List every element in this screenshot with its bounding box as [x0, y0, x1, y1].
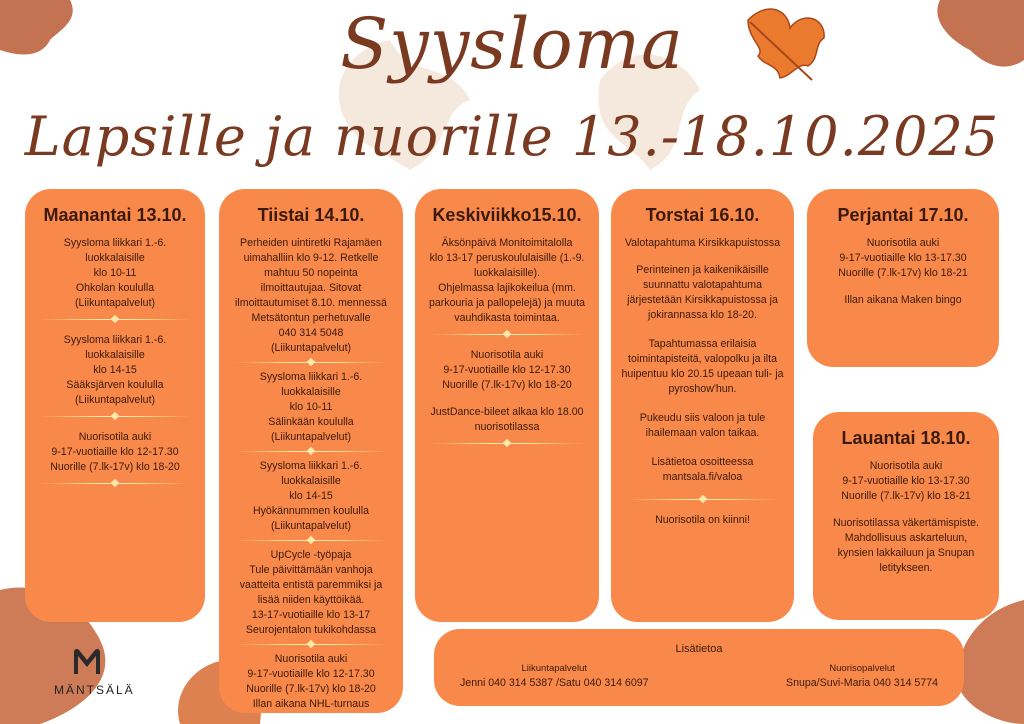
event-paragraph — [621, 337, 784, 397]
event-line: Syysloma liikkari 1.-6. — [259, 371, 363, 383]
event-line: Sälinkään koululla — [268, 416, 354, 428]
day-heading: Perjantai 17.10. — [837, 205, 969, 225]
mantsala-logo-icon — [71, 648, 103, 676]
info-column-youth — [786, 661, 938, 691]
event-line: järjestetään Kirsikkapuistossa ja — [627, 294, 778, 306]
event-line: luokkalaisille — [281, 386, 341, 398]
day-heading: Lauantai 18.10. — [841, 428, 971, 448]
day-heading: Keskiviikko15.10. — [432, 205, 582, 225]
event-line: uimahalliin klo 9-12. Retkelle — [243, 252, 379, 264]
event-line: klo 10-11 — [93, 267, 137, 279]
divider — [235, 536, 387, 546]
event-line: Nuorisotila auki — [78, 431, 152, 443]
event-block — [219, 236, 403, 356]
event-line: Nuorisotila auki — [869, 460, 943, 472]
event-block — [219, 548, 403, 638]
event-line: Seurojentalon tukikohdassa — [245, 624, 377, 636]
day-heading: Tiistai 14.10. — [257, 205, 365, 225]
card-friday — [807, 189, 999, 367]
event-line: Illan aikana NHL-turnaus — [252, 698, 370, 710]
event-line: (Liikuntapalvelut) — [270, 520, 352, 532]
event-line: pyroshow'hun. — [668, 383, 737, 395]
event-line: Hyökännummen koululla — [252, 505, 369, 517]
card-saturday — [813, 412, 999, 620]
event-line: Tule päivittämään vanhoja — [249, 564, 373, 576]
event-line: Lisätietoa osoitteessa — [651, 456, 754, 468]
divider — [627, 495, 778, 505]
info-contact: Jenni 040 314 5387 /Satu 040 314 6097 — [460, 677, 649, 689]
divider — [235, 358, 387, 368]
info-contact: Snupa/Suvi-Maria 040 314 5774 — [786, 677, 938, 689]
event-block — [25, 430, 205, 475]
event-line: (Liikuntapalvelut) — [74, 394, 156, 406]
event-block — [415, 405, 599, 435]
divider — [235, 640, 387, 650]
event-line: 9-17-vuotiaille klo 13-17.30 — [842, 475, 970, 487]
event-line: jokirannassa klo 18-20. — [648, 309, 757, 321]
event-line: ihailemaan valon taikaa. — [645, 427, 760, 439]
info-column-sports — [460, 661, 649, 691]
info-label: Nuorisopalvelut — [829, 663, 895, 674]
event-block — [611, 236, 794, 485]
card-monday — [25, 189, 205, 622]
event-block — [807, 236, 999, 308]
event-line: Ohjelmassa lajikokeilua (mm. — [438, 282, 576, 294]
page-title: Syysloma — [340, 3, 684, 85]
event-line: UpCycle -työpaja — [270, 549, 352, 561]
divider — [235, 447, 387, 457]
event-line: Syysloma liikkari 1.-6. — [63, 237, 167, 249]
event-line: parkouria ja pallopelejä) ja muuta — [428, 297, 586, 309]
event-line: Nuorisotila auki — [866, 237, 940, 249]
event-block — [25, 333, 205, 408]
event-line: 13-17-vuotiaille klo 13-17 — [251, 609, 371, 621]
event-line: suunnattu valotapahtuma — [643, 279, 762, 291]
event-line: Syysloma liikkari 1.-6. — [63, 334, 167, 346]
event-line: 040 314 5048 — [278, 327, 344, 339]
event-line: letitykseen. — [879, 562, 933, 574]
event-line: Äksönpäivä Monitoimitalolla — [441, 237, 573, 249]
info-box — [434, 629, 964, 706]
event-paragraph — [621, 263, 784, 323]
event-line: Mahdollisuus askarteluun, — [844, 532, 968, 544]
event-line: Nuorille (7.lk-17v) klo 18-20 — [246, 683, 376, 695]
event-block — [415, 348, 599, 393]
event-line: mahtuu 50 nopeinta — [264, 267, 358, 279]
event-line: Perheiden uintiretki Rajamäen — [240, 237, 382, 249]
event-line: nuorisotilassa — [474, 421, 540, 433]
event-line: JustDance-bileet alkaa klo 18.00 — [430, 406, 584, 418]
card-thursday — [611, 189, 794, 622]
event-line: Tapahtumassa erilaisia — [648, 338, 757, 350]
event-line: Nuorille (7.lk-17v) klo 18-21 — [838, 267, 968, 279]
event-line: mantsala.fi/valoa — [662, 471, 743, 483]
event-line: Nuorisotila on kiinni! — [655, 514, 750, 526]
event-line: Metsätontun perhetuvalle — [251, 312, 371, 324]
event-block — [219, 652, 403, 712]
event-block — [219, 459, 403, 534]
event-paragraph — [621, 455, 784, 485]
event-line: Ohkolan koululla — [75, 282, 155, 294]
event-line: Nuorille (7.lk-17v) klo 18-20 — [442, 379, 572, 391]
event-paragraph — [621, 411, 784, 441]
event-line: kynsien lakkailuun ja Snupan — [837, 547, 975, 559]
event-line: Nuorille (7.lk-17v) klo 18-20 — [50, 461, 180, 473]
event-line: vauhdikasta toimintaa. — [454, 312, 560, 324]
logo-text: MÄNTSÄLÄ — [54, 683, 135, 697]
event-line: vaatteita entistä paremmiksi ja — [239, 579, 383, 591]
event-line: (Liikuntapalvelut) — [270, 431, 352, 443]
event-line: 9-17-vuotiaille klo 12-17.30 — [51, 446, 179, 458]
event-block — [415, 236, 599, 326]
event-line: toimintapisteitä, valopolku ja ilta — [628, 353, 777, 365]
info-columns — [434, 655, 964, 691]
logo — [54, 648, 135, 697]
card-wednesday — [415, 189, 599, 622]
event-line: 9-17-vuotiaille klo 12-17.30 — [247, 668, 375, 680]
event-line: Illan aikana Maken bingo — [844, 294, 962, 306]
divider — [41, 412, 189, 422]
event-block — [25, 236, 205, 311]
divider — [41, 479, 189, 489]
card-tuesday — [219, 189, 403, 713]
event-line: huipentuu klo 20.15 upeaan tuli- ja — [621, 368, 784, 380]
event-line: luokkalaisille — [85, 349, 145, 361]
event-line: 9-17-vuotiaille klo 12-17.30 — [443, 364, 571, 376]
event-line: klo 14-15 — [289, 490, 333, 502]
event-line: luokkalaisille — [281, 475, 341, 487]
event-line: Nuorisotila auki — [274, 653, 348, 665]
event-line: (Liikuntapalvelut) — [74, 297, 156, 309]
event-line: Pukeudu siis valoon ja tule — [639, 412, 766, 424]
day-heading: Maanantai 13.10. — [43, 205, 187, 225]
event-line: Perinteinen ja kaikenikäisille — [636, 264, 769, 276]
event-line: Nuorisotila auki — [470, 349, 544, 361]
event-block — [813, 459, 999, 576]
event-line: Nuorille (7.lk-17v) klo 18-21 — [841, 490, 971, 502]
page-subtitle: Lapsille ja nuorille 13.-18.10.2025 — [24, 105, 1000, 168]
divider — [431, 330, 583, 340]
event-line: Nuorisotilassa väkertämispiste. — [832, 517, 979, 529]
day-heading: Torstai 16.10. — [645, 205, 760, 225]
event-line: klo 10-11 — [289, 401, 333, 413]
event-line: Sääksjärven koululla — [66, 379, 164, 391]
event-block — [611, 513, 794, 528]
event-line: 9-17-vuotiaille klo 13-17.30 — [839, 252, 967, 264]
event-line: luokkalaisille). — [474, 267, 540, 279]
event-line: lisää niiden käyttöikää. — [257, 594, 365, 606]
event-line: klo 14-15 — [93, 364, 137, 376]
event-line: (Liikuntapalvelut) — [270, 342, 352, 354]
event-block — [219, 370, 403, 445]
event-line: ilmoittautumiset 8.10. mennessä — [235, 297, 387, 309]
event-line: Valotapahtuma Kirsikkapuistossa — [624, 237, 781, 249]
divider — [431, 439, 583, 449]
event-line: luokkalaisille — [85, 252, 145, 264]
info-title: Lisätietoa — [675, 643, 723, 655]
event-line: klo 13-17 peruskoululaisille (1.-9. — [429, 252, 585, 264]
event-line: ilmoittautujaa. Sitovat — [260, 282, 362, 294]
info-label: Liikuntapalvelut — [521, 663, 587, 674]
event-line: Syysloma liikkari 1.-6. — [259, 460, 363, 472]
divider — [41, 315, 189, 325]
